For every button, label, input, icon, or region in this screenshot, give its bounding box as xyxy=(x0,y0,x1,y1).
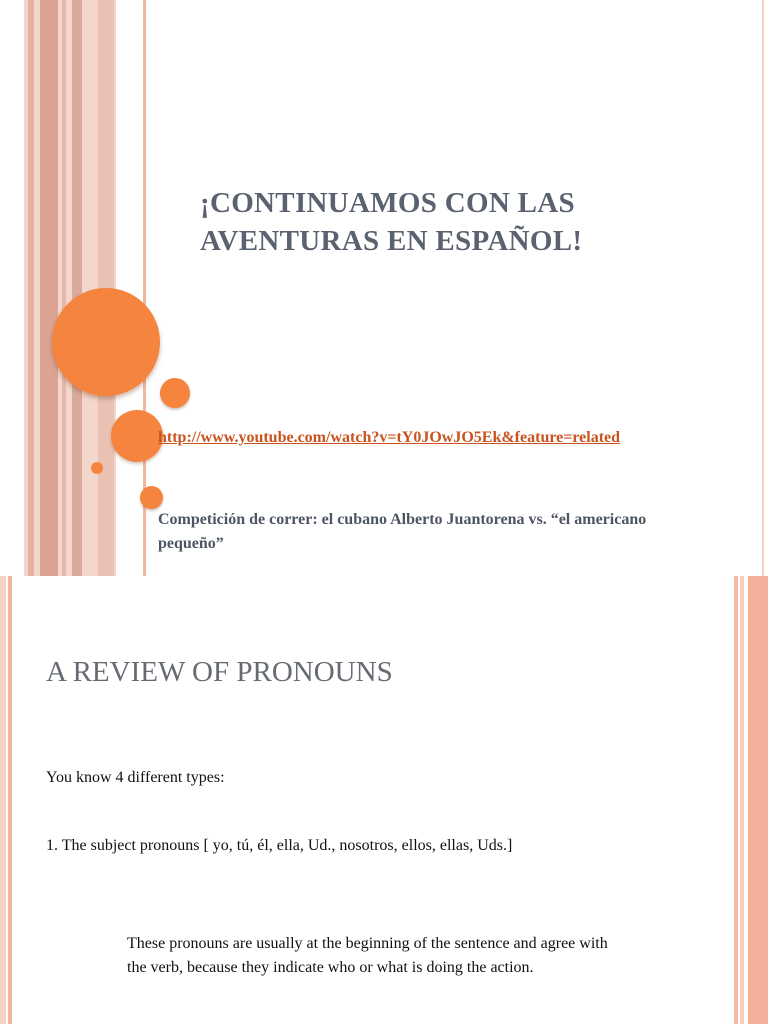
decorative-stripe xyxy=(72,0,82,576)
decorative-stripe xyxy=(62,0,66,576)
decorative-stripe xyxy=(762,0,764,576)
decorative-stripe xyxy=(0,576,6,1024)
slide-1-title: ¡CONTINUAMOS CON LAS AVENTURAS EN ESPAÑOL! xyxy=(200,187,583,257)
slide-1-body-text: Competición de correr: el cubano Alberto Juantorena vs. “el americano pequeño” xyxy=(158,511,647,552)
decorative-stripe xyxy=(28,0,34,576)
decorative-circle-small xyxy=(140,486,163,509)
decorative-circle-small xyxy=(160,378,190,408)
decorative-circle-large xyxy=(52,288,160,396)
decorative-stripe xyxy=(40,0,58,576)
decorative-stripe xyxy=(8,576,12,1024)
explanation-text: These pronouns are usually at the beginning of the sentence and agree with the verb, because they indicate who or what is doing the action. xyxy=(127,935,608,976)
decorative-stripe xyxy=(734,576,738,1024)
slide-2-title: A REVIEW OF PRONOUNS xyxy=(46,656,393,688)
list-item-subject-pronouns: 1. The subject pronouns [ yo, tú, él, ella, Ud., nosotros, ellos, ellas, Uds.] xyxy=(46,837,513,854)
decorative-circle-tiny xyxy=(91,462,103,474)
decorative-stripe xyxy=(748,576,768,1024)
decorative-stripe xyxy=(740,576,744,1024)
slide-2 xyxy=(0,576,768,1024)
youtube-link[interactable]: http://www.youtube.com/watch?v=tY0JOwJO5Ek&feature=related xyxy=(158,429,621,446)
decorative-circle-medium xyxy=(111,410,163,462)
intro-text: You know 4 different types: xyxy=(46,769,225,786)
